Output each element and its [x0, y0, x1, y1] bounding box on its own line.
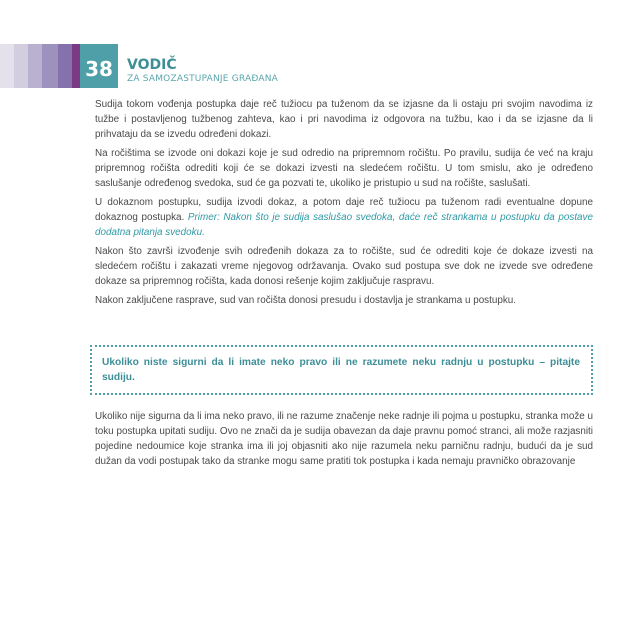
- paragraph: Nakon što završi izvođenje svih određenih dokaza za to ročište, sud će odrediti koje će dokaze izvesti na sledećem ročištu i zakazati vreme njegovog održavanja. Ovako sud postupa sve dok ne izvede sve određene dokaze sa pripremnog ročišta, kada donosi rešenje kojim zaključuje raspravu.: [95, 246, 593, 287]
- note-text: Ukoliko niste sigurni da li imate neko pravo ili ne razumete neku radnju u postupku – pitajte sudiju.: [102, 357, 580, 383]
- body-text: [95, 97, 593, 312]
- page-title: VODIČ: [127, 57, 177, 73]
- header-color-stripes: [0, 44, 80, 88]
- page-number: 38: [85, 57, 113, 81]
- stripe: [72, 44, 80, 88]
- paragraph-text: U dokaznom postupku, sudija izvodi dokaz, a potom daje reč tužiocu pa tuženom radi eventualne dopune dokaznog postupka.: [95, 197, 593, 223]
- page-number-box: [80, 44, 118, 88]
- closing-text: [95, 409, 593, 469]
- note-box: [90, 345, 593, 395]
- stripe: [42, 44, 58, 88]
- paragraph: Ukoliko nije sigurna da li ima neko pravo, ili ne razume značenje neke radnje ili pojma u postupku, stranka može u toku postupka upitati sudiju. Ovo ne znači da je sudija obavezan da daje pravnu pomoć stranci, ali može razjasniti pojedine nedoumice koje stranka ima ili joj objasniti ako nije razumela neku parničnu radnju, budući da je sud dužan da vodi postupak tako da stranke mogu same pratiti tok postupka i kada nemaju pravničko obrazovanje: [95, 411, 593, 467]
- example-text: Primer: Nakon što je sudija saslušao svedoka, daće reč strankama u postupku da postave dodatna pitanja svedoku.: [95, 212, 593, 238]
- stripe: [28, 44, 42, 88]
- paragraph: Na ročištima se izvode oni dokazi koje je sud odredio na pripremnom ročištu. Po pravilu, sudija će već na kraju pripremnog ročišta odrediti koji će se dokazi izvesti na sledećem ročištu. U tom smislu, ako je određeno saslušanje određenog svedoka, sud će ga pozvati te, ukoliko je pristupio u sud na ročište, saslušati.: [95, 148, 593, 189]
- paragraph: Sudija tokom vođenja postupka daje reč tužiocu pa tuženom da se izjasne da li ostaju pri svojim navodima iz tužbe i postavljenog tužbenog zahteva, kao i pri navodima iz odgovora na tužbu, kao i da se izjasne da li prihvataju da se izvedu određeni dokazi.: [95, 99, 593, 140]
- stripe: [58, 44, 72, 88]
- paragraph: Nakon zaključene rasprave, sud van ročišta donosi presudu i dostavlja je strankama u postupku.: [95, 295, 517, 306]
- page-subtitle: ZA SAMOZASTUPANJE GRAĐANA: [127, 74, 279, 84]
- stripe: [0, 44, 14, 88]
- paragraph-with-example: [95, 195, 593, 240]
- stripe: [14, 44, 28, 88]
